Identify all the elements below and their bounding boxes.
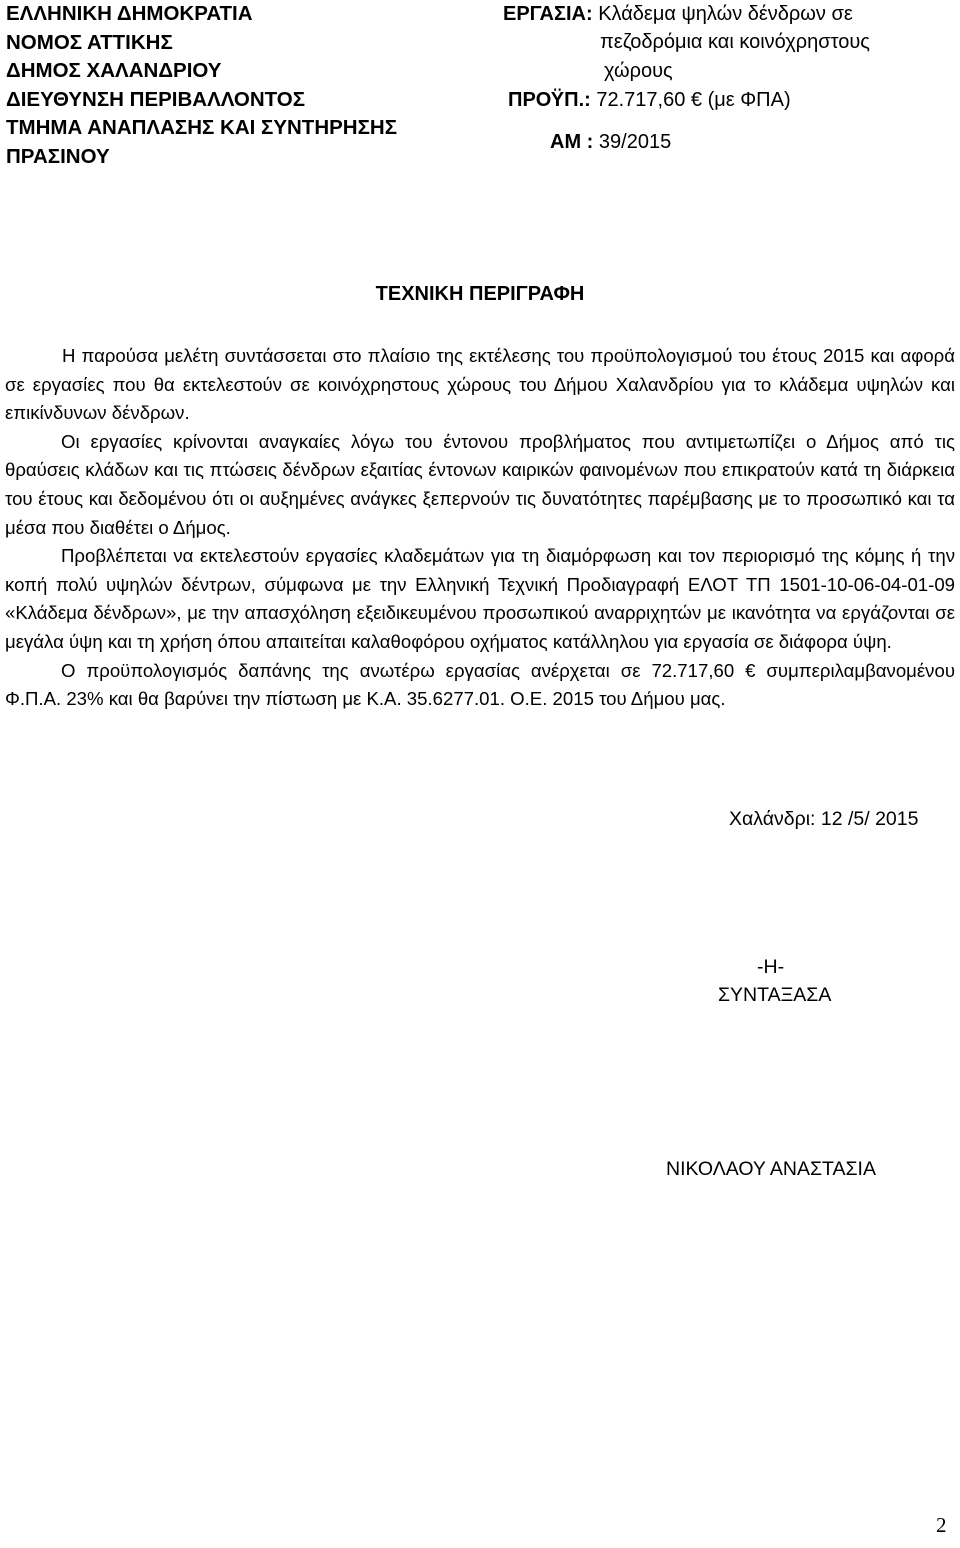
issuer-header <box>6 0 397 172</box>
work-title-line1: Κλάδεμα ψηλών δένδρων σε <box>598 3 853 25</box>
issuer-line-prefecture: ΝΟΜΟΣ ΑΤΤΙΚΗΣ <box>6 30 173 54</box>
paragraph-budget: Ο προϋπολογισμός δαπάνης της ανωτέρω εργασίας ανέρχεται σε 72.717,60 € συμπεριλαμβανομένου Φ.Π.Α. 23% και θα βαρύνει την πίστωση με Κ.Α. 35.6277.01. Ο.Ε. 2015 του Δήμου μας. <box>5 659 955 710</box>
document-title: ΤΕΧΝΙΚΗ ΠΕΡΙΓΡΑΦΗ <box>375 283 585 305</box>
issuer-line-municipality: ΔΗΜΟΣ ΧΑΛΑΝΔΡΙΟΥ <box>6 59 222 83</box>
am-label: ΑΜ : <box>550 131 594 153</box>
am-value: 39/2015 <box>598 131 672 153</box>
budget-label: ΠΡΟΫΠ.: <box>508 89 591 111</box>
issuer-line-directorate: ΔΙΕΥΘΥΝΣΗ ΠΕΡΙΒΑΛΛΟΝΤΟΣ <box>6 87 306 111</box>
am-line <box>550 128 671 157</box>
signatory-name: ΝΙΚΟΛΑΟΥ ΑΝΑΣΤΑΣΙΑ <box>666 1158 876 1180</box>
budget-line <box>508 86 791 115</box>
document-body <box>5 342 955 714</box>
signature-role: ΣΥΝΤΑΞΑΣΑ <box>718 984 832 1006</box>
work-line <box>503 0 853 29</box>
work-label: ΕΡΓΑΣΙΑ: <box>503 3 593 25</box>
page-number: 2 <box>936 1513 947 1537</box>
paragraph-necessity: Οι εργασίες κρίνονται αναγκαίες λόγω του έντονου προβλήματος που αντιμετωπίζει ο Δήμος από τις θραύσεις κλάδων και τις πτώσεις δένδρων εξαιτίας έντονων καιρικών φαινομένων που επικρατούν κατά τη διάρκεια του έτους και δεδομένου ότι οι αυξημένες ανάγκες ξεπερνούν τις δυνατότητες παρέμβασης με το προσωπικό και τα μέσα που διαθέτει ο Δήμος. <box>5 430 955 538</box>
budget-value: 72.717,60 € (με ΦΠΑ) <box>596 89 791 111</box>
work-title-line3: χώρους <box>604 60 673 82</box>
issuer-line-department-cont: ΠΡΑΣΙΝΟΥ <box>6 144 110 168</box>
issuer-line-country: ΕΛΛΗΝΙΚΗ ΔΗΜΟΚΡΑΤΙΑ <box>6 2 253 25</box>
place-date: Χαλάνδρι: 12 /5/ 2015 <box>729 808 919 830</box>
paragraph-intro: Η παρούσα μελέτη συντάσσεται στο πλαίσιο της εκτέλεσης του προϋπολογισμού του έτους 2015 και αφορά σε εργασίες που θα εκτελεστούν σε κοινόχρηστους χώρους του Δήμου Χαλανδρίου για το κλάδεμα υψηλών και επικίνδυνων δένδρων. <box>5 345 955 424</box>
issuer-line-department: ΤΜΗΜΑ ΑΝΑΠΛΑΣΗΣ ΚΑΙ ΣΥΝΤΗΡΗΣΗΣ <box>6 116 398 140</box>
work-title-line2: πεζοδρόμια και κοινόχρηστους <box>600 31 870 53</box>
signature-article: -Η- <box>757 956 785 978</box>
paragraph-scope: Προβλέπεται να εκτελεστούν εργασίες κλαδεμάτων για τη διαμόρφωση και τον περιορισμό της κόμης ή την κοπή πολύ υψηλών δέντρων, σύμφωνα με την Ελληνική Τεχνική Προδιαγραφή ΕΛΟΤ ΤΠ 1501-10-06-04-01-09 «Κλάδεμα δένδρων», με την απασχόληση εξειδικευμένου προσωπικού αναρριχητών με ικανότητα να εργάζονται σε μεγάλα ύψη και τη χρήση όπου απαιτείται καλαθοφόρου οχήματος κατάλληλου για εργασία σε διάφορα ύψη. <box>5 545 955 652</box>
